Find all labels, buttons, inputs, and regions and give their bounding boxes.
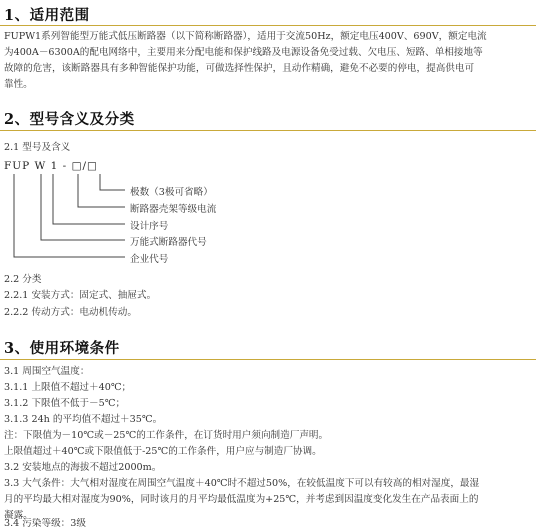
section-1-line-2: 为400A－6300A的配电网络中，主要用来分配电能和保护线路及电源设备免受过载、欠电压、短路、单相接地等 [4, 47, 483, 58]
section-2-title: 2、型号含义及分类 [4, 111, 135, 128]
leader-line-design-number [53, 174, 125, 224]
legend-company-code: 企业代号 [130, 254, 169, 265]
install-method: 2.2.1 安装方式：固定式、抽屉式。 [4, 290, 157, 301]
section-1-line-4: 靠性。 [4, 79, 33, 90]
env-line-5: 注：下限值为－10℃或－25℃的工作条件，在订货时用户须向制造厂声明。 [4, 430, 329, 441]
leader-line-company-code [14, 174, 125, 257]
env-line-2: 3.1.1 上限值不超过＋40℃； [4, 382, 132, 393]
section-1-line-3: 故障的危害，该断路器具有多种智能保护功能，可做选择性保护，且动作精确，避免不必要的停电，提高供电可 [4, 63, 475, 74]
drive-method: 2.2.2 传动方式：电动机传动。 [4, 307, 137, 318]
leader-line-poles [100, 174, 125, 190]
model-subheading: 2.1 型号及含义 [4, 142, 71, 153]
env-line-11: 3.4 污染等级：3级 [4, 518, 86, 529]
env-line-9: 月的平均最大相对湿度为90%，同时该月的月平均最低温度为+25℃，并考虑到因温度变化发生在产品表面上的 [4, 494, 479, 505]
section-3-divider [0, 359, 536, 360]
classification-subheading: 2.2 分类 [4, 274, 42, 285]
section-1-line-1: FUPW1系列智能型万能式低压断路器（以下简称断路器），适用于交流50Hz，额定电压400V、690V，额定电流 [4, 31, 487, 42]
env-line-6: 上限值超过＋40℃或下限值低于-25℃的工作条件，用户应与制造厂协调。 [4, 446, 322, 457]
legend-design-number: 设计序号 [130, 221, 169, 232]
env-line-7: 3.2 安装地点的海拔不超过2000m。 [4, 462, 162, 473]
env-line-8: 3.3 大气条件：大气相对湿度在周围空气温度＋40℃时不超过50%，在较低温度下可以有较高的相对湿度，最湿 [4, 478, 480, 489]
env-line-4: 3.1.3 24h 的平均值不超过＋35℃。 [4, 414, 163, 425]
env-line-1: 3.1 周围空气温度： [4, 366, 90, 377]
legend-poles: 极数（3极可省略） [130, 187, 213, 198]
section-3-title: 3、使用环境条件 [4, 340, 120, 357]
env-line-10: 凝露。 [4, 510, 33, 521]
legend-type-code: 万能式断路器代号 [130, 237, 207, 248]
model-code: FUP W 1 - □/□ [4, 160, 98, 172]
env-line-3: 3.1.2 下限值不低于－5℃； [4, 398, 126, 409]
section-1-title: 1、适用范围 [4, 7, 90, 24]
legend-frame-current: 断路器壳架等级电流 [130, 204, 217, 215]
